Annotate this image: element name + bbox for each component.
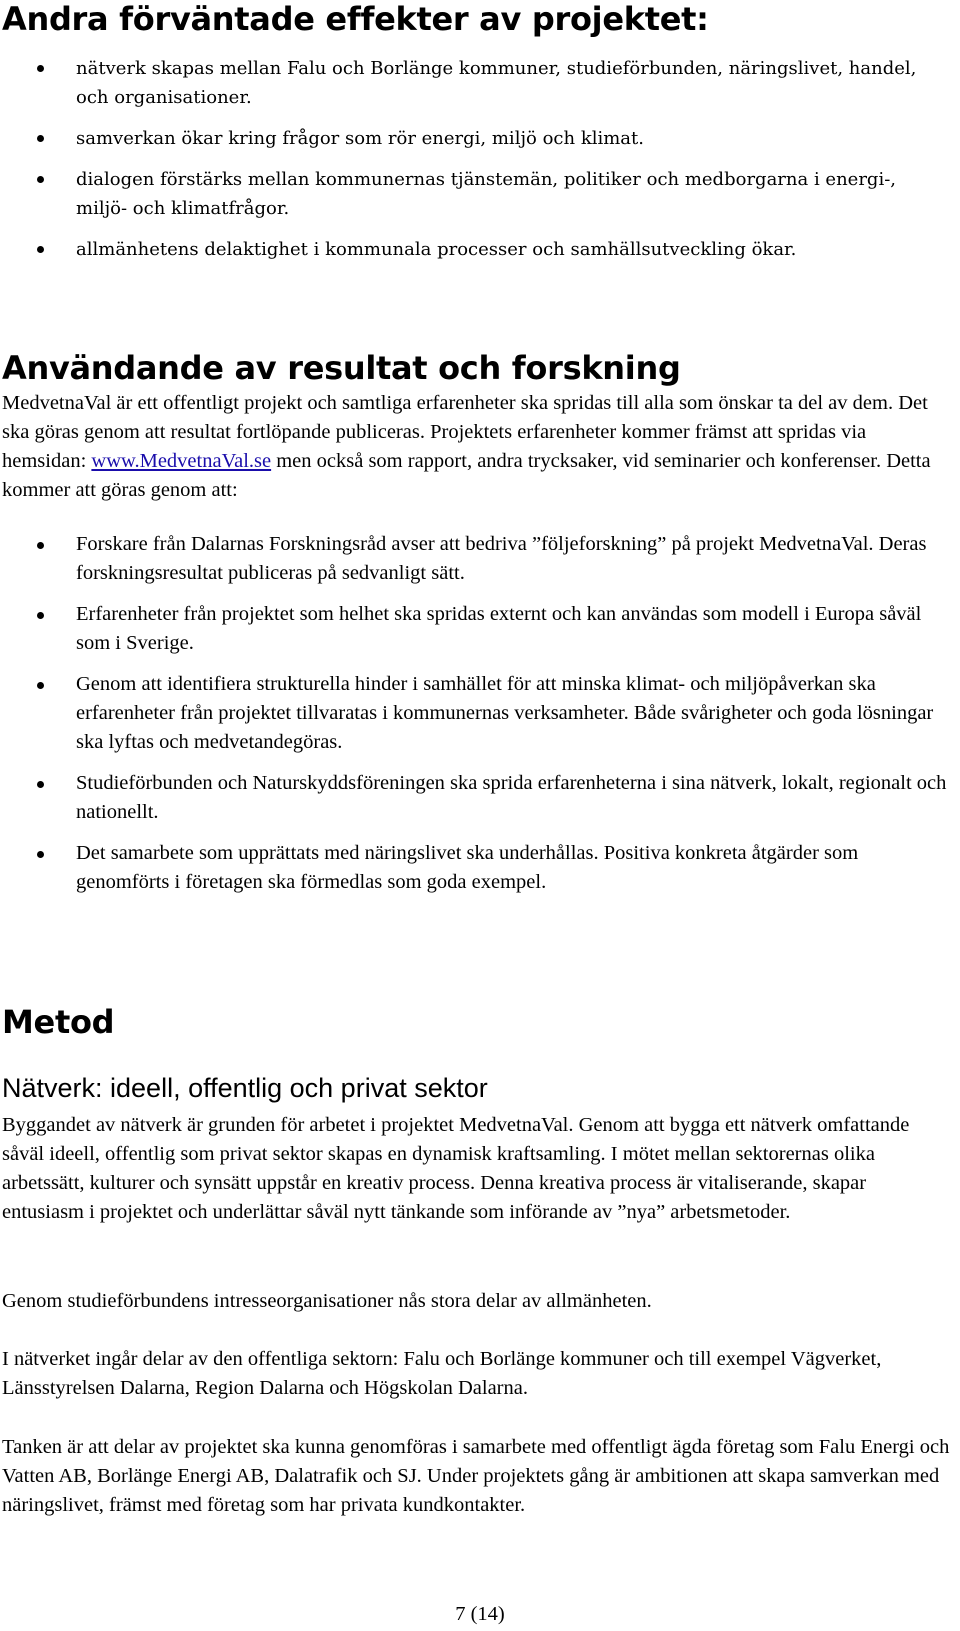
section-heading-method: Metod	[2, 1003, 115, 1041]
list-item	[0, 839, 950, 897]
bullet-icon	[37, 246, 44, 253]
method-paragraph-1: Byggandet av nätverk är grunden för arbetet i projektet MedvetnaVal. Genom att bygga ett nätverk omfattande såväl ideell, offentlig som privat sektor skapas en dynamisk kraftsamling. I mötet mellan sektorernas olika arbetssätt, kulturer och synsätt uppstår en kreativ process. Denna kreativa process är vitaliserande, skapar entusiasm i projektet och underlättar såväl nytt tänkande som införande av ”nya” arbetsmetoder.	[2, 1114, 910, 1223]
subheading-network: Nätverk: ideell, offentlig och privat sektor	[2, 1073, 488, 1103]
method-paragraph-2: Genom studieförbundens intresseorganisationer nås stora delar av allmänheten.	[2, 1290, 652, 1312]
page-number: 7 (14)	[455, 1603, 505, 1625]
bullet-icon	[37, 176, 44, 183]
bullet-icon	[37, 65, 44, 72]
list-item	[0, 670, 950, 757]
list-item	[0, 600, 950, 658]
section-heading-results: Användande av resultat och forskning	[2, 349, 681, 387]
list-item-text: nätverk skapas mellan Falu och Borlänge kommuner, studieförbunden, näringslivet, handel, och organisationer.	[76, 58, 917, 108]
list-item	[0, 54, 950, 112]
list-item-text: Erfarenheter från projektet som helhet ska spridas externt och kan användas som modell i Europa såväl som i Sverige.	[76, 603, 922, 654]
method-paragraph-3: I nätverket ingår delar av den offentliga sektorn: Falu och Borlänge kommuner och till exempel Vägverket, Länsstyrelsen Dalarna, Region Dalarna och Högskolan Dalarna.	[2, 1348, 882, 1399]
list-item-text: allmänhetens delaktighet i kommunala processer och samhällsutveckling ökar.	[76, 239, 797, 260]
list-item-text: dialogen förstärks mellan kommunernas tjänstemän, politiker och medborgarna i energi-, miljö- och klimatfrågor.	[76, 169, 897, 219]
effects-list	[0, 54, 950, 276]
bullet-icon	[37, 612, 44, 619]
list-item	[0, 235, 950, 264]
list-item-text: samverkan ökar kring frågor som rör energi, miljö och klimat.	[76, 128, 644, 149]
list-item-text: Genom att identifiera strukturella hinder i samhället för att minska klimat- och miljöpåverkan ska erfarenheter från projektet tillvaratas i kommunernas verksamheter. Både svårigheter och goda lösningar ska lyftas och medvetandegöras.	[76, 673, 934, 753]
list-item	[0, 530, 950, 588]
dissemination-list	[0, 530, 950, 909]
list-item-text: Studieförbunden och Naturskyddsföreningen ska sprida erfarenheterna i sina nätverk, lokalt, regionalt och nationellt.	[76, 772, 947, 823]
list-item-text: Forskare från Dalarnas Forskningsråd avser att bedriva ”följeforskning” på projekt MedvetnaVal. Deras forskningsresultat publiceras på sedvanligt sätt.	[76, 533, 927, 584]
intro-text: MedvetnaVal är ett offentligt projekt och samtliga erfarenheter ska spridas till alla som önskar ta del av dem. Det ska göras genom att resultat fortlöpande publiceras. Projektets erfarenheter kommer främst att spridas via hemsidan:	[2, 392, 928, 472]
section-heading-effects: Andra förväntade effekter av projektet:	[2, 0, 709, 38]
bullet-icon	[37, 682, 44, 689]
website-link[interactable]: www.MedvetnaVal.se	[91, 450, 272, 472]
intro-text-continued: men också som rapport, andra trycksaker, vid seminarier och konferenser. Detta kommer att göras genom att:	[2, 450, 931, 501]
list-item	[0, 769, 950, 827]
list-item-text: Det samarbete som upprättats med näringslivet ska underhållas. Positiva konkreta åtgärder som genomförts i företagen ska förmedlas som goda exempel.	[76, 842, 859, 893]
bullet-icon	[37, 781, 44, 788]
list-item	[0, 165, 950, 223]
bullet-icon	[37, 542, 44, 549]
bullet-icon	[37, 135, 44, 142]
list-item	[0, 124, 950, 153]
bullet-icon	[37, 851, 44, 858]
method-paragraph-4: Tanken är att delar av projektet ska kunna genomföras i samarbete med offentligt ägda företag som Falu Energi och Vatten AB, Borlänge Energi AB, Dalatrafik och SJ. Under projektets gång är ambitionen att skapa samverkan med näringslivet, främst med företag som har privata kundkontakter.	[2, 1436, 950, 1516]
results-intro-paragraph	[2, 389, 952, 505]
